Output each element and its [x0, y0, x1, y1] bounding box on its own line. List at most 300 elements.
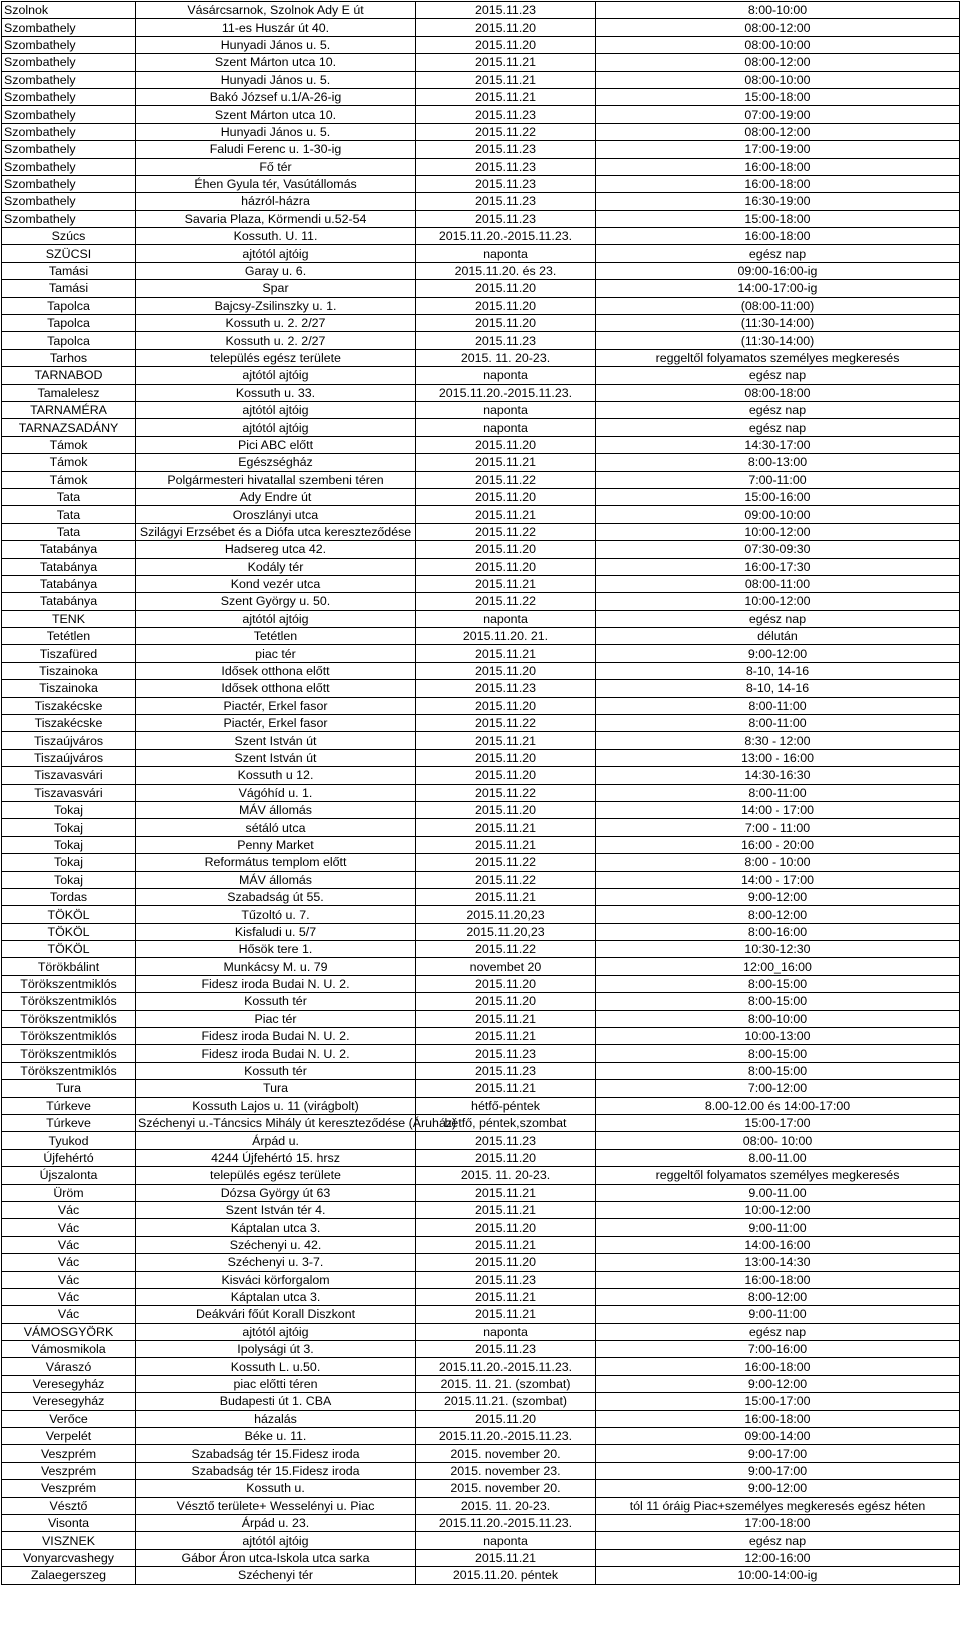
date-cell: 2015.11.21: [416, 1288, 596, 1305]
time-cell: 8:00-15:00: [596, 1045, 960, 1062]
time-cell: egész nap: [596, 245, 960, 262]
time-cell: 09:00-16:00-ig: [596, 262, 960, 279]
time-cell: 10:00-14:00-ig: [596, 1567, 960, 1584]
city-cell: Túrkeve: [2, 1097, 136, 1114]
table-row: [2, 1532, 960, 1549]
time-cell: (11:30-14:00): [596, 332, 960, 349]
time-cell: 09:00-10:00: [596, 506, 960, 523]
city-cell: Tarhos: [2, 349, 136, 366]
city-cell: Támok: [2, 436, 136, 453]
location-cell: Béke u. 11.: [136, 1428, 416, 1445]
city-cell: Vác: [2, 1219, 136, 1236]
city-cell: Tapolca: [2, 315, 136, 332]
table-row: [2, 436, 960, 453]
city-cell: Tata: [2, 488, 136, 505]
date-cell: 2015.11.20: [416, 36, 596, 53]
time-cell: délután: [596, 628, 960, 645]
location-cell: Árpád u. 23.: [136, 1514, 416, 1531]
city-cell: Szombathely: [2, 54, 136, 71]
city-cell: Tapolca: [2, 332, 136, 349]
location-cell: ajtótól ajtóig: [136, 245, 416, 262]
date-cell: 2015.11.21: [416, 836, 596, 853]
location-cell: Kisfaludi u. 5/7: [136, 923, 416, 940]
time-cell: 7:00-11:00: [596, 471, 960, 488]
table-row: [2, 506, 960, 523]
city-cell: Törökszentmiklós: [2, 993, 136, 1010]
city-cell: Túrkeve: [2, 1115, 136, 1132]
city-cell: Szombathely: [2, 19, 136, 36]
city-cell: Szombathely: [2, 106, 136, 123]
table-row: [2, 888, 960, 905]
date-cell: 2015. november 20.: [416, 1480, 596, 1497]
time-cell: 8:00-11:00: [596, 697, 960, 714]
date-cell: 2015.11.23: [416, 106, 596, 123]
date-cell: 2015.11.21: [416, 54, 596, 71]
table-row: [2, 1480, 960, 1497]
location-cell: Szent István út: [136, 749, 416, 766]
city-cell: Szombathely: [2, 175, 136, 192]
date-cell: 2015.11.20: [416, 315, 596, 332]
date-cell: naponta: [416, 419, 596, 436]
table-row: [2, 1132, 960, 1149]
date-cell: 2015.11.20. és 23.: [416, 262, 596, 279]
location-cell: Ipolysági út 3.: [136, 1341, 416, 1358]
city-cell: Törökszentmiklós: [2, 975, 136, 992]
city-cell: Törökszentmiklós: [2, 1028, 136, 1045]
time-cell: 13:00-14:30: [596, 1254, 960, 1271]
time-cell: 8:30 - 12:00: [596, 732, 960, 749]
location-cell: Hadsereg utca 42.: [136, 541, 416, 558]
city-cell: Szombathely: [2, 193, 136, 210]
location-cell: Budapesti út 1. CBA: [136, 1393, 416, 1410]
time-cell: 7:00-16:00: [596, 1341, 960, 1358]
location-cell: Piac tér: [136, 1010, 416, 1027]
table-row: [2, 1115, 960, 1132]
table-row: [2, 367, 960, 384]
date-cell: 2015. 11. 21. (szombat): [416, 1375, 596, 1392]
table-row: [2, 71, 960, 88]
location-cell: Fő tér: [136, 158, 416, 175]
time-cell: 13:00 - 16:00: [596, 749, 960, 766]
location-cell: Káptalan utca 3.: [136, 1288, 416, 1305]
location-cell: Szilágyi Erzsébet és a Diófa utca kereszteződése: [136, 523, 416, 540]
city-cell: Szombathely: [2, 88, 136, 105]
table-row: [2, 749, 960, 766]
table-row: [2, 158, 960, 175]
city-cell: Tatabánya: [2, 593, 136, 610]
time-cell: 9.00-11.00: [596, 1184, 960, 1201]
time-cell: 9:00-12:00: [596, 888, 960, 905]
table-row: [2, 1184, 960, 1201]
time-cell: 10:00-12:00: [596, 1201, 960, 1218]
city-cell: Tapolca: [2, 297, 136, 314]
time-cell: 8:00-12:00: [596, 906, 960, 923]
city-cell: TENK: [2, 610, 136, 627]
time-cell: 14:30-17:00: [596, 436, 960, 453]
table-row: [2, 697, 960, 714]
location-cell: sétáló utca: [136, 819, 416, 836]
location-cell: Munkácsy M. u. 79: [136, 958, 416, 975]
time-cell: 8.00-11.00: [596, 1149, 960, 1166]
location-cell: ajtótól ajtóig: [136, 610, 416, 627]
location-cell: Bajcsy-Zsilinszky u. 1.: [136, 297, 416, 314]
table-row: [2, 801, 960, 818]
table-row: [2, 1010, 960, 1027]
date-cell: 2015.11.20: [416, 1410, 596, 1427]
city-cell: Tiszainoka: [2, 662, 136, 679]
time-cell: 15:00-18:00: [596, 88, 960, 105]
city-cell: Veresegyház: [2, 1393, 136, 1410]
city-cell: Tatabánya: [2, 575, 136, 592]
city-cell: Tata: [2, 506, 136, 523]
date-cell: 2015.11.23: [416, 332, 596, 349]
date-cell: 2015.11.20.-2015.11.23.: [416, 1428, 596, 1445]
time-cell: egész nap: [596, 610, 960, 627]
location-cell: ajtótól ajtóig: [136, 1323, 416, 1340]
table-row: [2, 1567, 960, 1584]
location-cell: ajtótól ajtóig: [136, 367, 416, 384]
date-cell: 2015.11.20: [416, 662, 596, 679]
location-cell: Kossuth u. 2. 2/27: [136, 332, 416, 349]
time-cell: egész nap: [596, 401, 960, 418]
date-cell: 2015.11.20: [416, 1149, 596, 1166]
city-cell: Támok: [2, 454, 136, 471]
location-cell: Szent Márton utca 10.: [136, 54, 416, 71]
table-row: [2, 558, 960, 575]
location-cell: Kodály tér: [136, 558, 416, 575]
table-row: [2, 1167, 960, 1184]
location-cell: Piactér, Erkel fasor: [136, 715, 416, 732]
location-cell: Kossuth tér: [136, 1062, 416, 1079]
location-cell: Kond vezér utca: [136, 575, 416, 592]
date-cell: 2015.11.22: [416, 715, 596, 732]
date-cell: 2015.11.20: [416, 558, 596, 575]
table-row: [2, 54, 960, 71]
date-cell: 2015.11.22: [416, 523, 596, 540]
city-cell: Vác: [2, 1254, 136, 1271]
date-cell: 2015. november 23.: [416, 1462, 596, 1479]
city-cell: TARNAMÉRA: [2, 401, 136, 418]
table-row: [2, 784, 960, 801]
date-cell: 2015.11.21: [416, 1184, 596, 1201]
table-row: [2, 541, 960, 558]
table-row: [2, 1549, 960, 1566]
location-cell: Spar: [136, 280, 416, 297]
date-cell: 2015.11.20. 21.: [416, 628, 596, 645]
date-cell: 2015.11.23: [416, 141, 596, 158]
city-cell: Tokaj: [2, 819, 136, 836]
location-cell: Szabadság tér 15.Fidesz iroda: [136, 1445, 416, 1462]
table-row: [2, 2, 960, 19]
location-cell: Szent György u. 50.: [136, 593, 416, 610]
city-cell: Tamási: [2, 262, 136, 279]
location-cell: Széchenyi u. 42.: [136, 1236, 416, 1253]
table-row: [2, 1445, 960, 1462]
location-cell: Garay u. 6.: [136, 262, 416, 279]
time-cell: 9:00-12:00: [596, 1375, 960, 1392]
city-cell: Vác: [2, 1271, 136, 1288]
date-cell: 2015.11.20: [416, 767, 596, 784]
location-cell: Faludi Ferenc u. 1-30-ig: [136, 141, 416, 158]
date-cell: 2015.11.23: [416, 1271, 596, 1288]
table-row: [2, 419, 960, 436]
location-cell: Bakó József u.1/A-26-ig: [136, 88, 416, 105]
location-cell: MÁV állomás: [136, 801, 416, 818]
location-cell: Kossuth tér: [136, 993, 416, 1010]
location-cell: Savaria Plaza, Körmendi u.52-54: [136, 210, 416, 227]
table-row: [2, 680, 960, 697]
table-row: [2, 715, 960, 732]
city-cell: Tetétlen: [2, 628, 136, 645]
table-row: [2, 993, 960, 1010]
location-cell: Egészségház: [136, 454, 416, 471]
table-row: [2, 1375, 960, 1392]
table-row: [2, 1045, 960, 1062]
location-cell: Piactér, Erkel fasor: [136, 697, 416, 714]
city-cell: Veszprém: [2, 1462, 136, 1479]
location-cell: Kossuth L. u.50.: [136, 1358, 416, 1375]
time-cell: 9:00-17:00: [596, 1445, 960, 1462]
location-cell: település egész területe: [136, 1167, 416, 1184]
date-cell: naponta: [416, 610, 596, 627]
location-cell: Fidesz iroda Budai N. U. 2.: [136, 975, 416, 992]
date-cell: 2015.11.20: [416, 488, 596, 505]
table-row: [2, 245, 960, 262]
table-row: [2, 1514, 960, 1531]
time-cell: (08:00-11:00): [596, 297, 960, 314]
date-cell: 2015.11.21: [416, 1010, 596, 1027]
table-row: [2, 280, 960, 297]
time-cell: 9:00-11:00: [596, 1219, 960, 1236]
table-row: [2, 732, 960, 749]
location-cell: ajtótól ajtóig: [136, 419, 416, 436]
table-row: [2, 19, 960, 36]
city-cell: Vámosmikola: [2, 1341, 136, 1358]
city-cell: Tatabánya: [2, 541, 136, 558]
time-cell: 14:00 - 17:00: [596, 801, 960, 818]
location-cell: Oroszlányi utca: [136, 506, 416, 523]
city-cell: Tokaj: [2, 836, 136, 853]
table-row: [2, 1080, 960, 1097]
time-cell: 8:00-10:00: [596, 1010, 960, 1027]
location-cell: Penny Market: [136, 836, 416, 853]
time-cell: 14:30-16:30: [596, 767, 960, 784]
city-cell: Visonta: [2, 1514, 136, 1531]
time-cell: 12:00_16:00: [596, 958, 960, 975]
city-cell: Újfehértó: [2, 1149, 136, 1166]
time-cell: 8:00-12:00: [596, 1288, 960, 1305]
date-cell: 2015. november 20.: [416, 1445, 596, 1462]
date-cell: 2015.11.20: [416, 993, 596, 1010]
table-row: [2, 401, 960, 418]
location-cell: Tűzoltó u. 7.: [136, 906, 416, 923]
city-cell: Szombathely: [2, 71, 136, 88]
date-cell: 2015.11.21: [416, 819, 596, 836]
location-cell: Kossuth u 12.: [136, 767, 416, 784]
table-row: [2, 106, 960, 123]
table-row: [2, 1462, 960, 1479]
date-cell: 2015.11.21: [416, 1080, 596, 1097]
location-cell: Széchenyi u. 3-7.: [136, 1254, 416, 1271]
table-row: [2, 1323, 960, 1340]
city-cell: Szombathely: [2, 36, 136, 53]
location-cell: Káptalan utca 3.: [136, 1219, 416, 1236]
time-cell: 09:00-14:00: [596, 1428, 960, 1445]
location-cell: Vésztő területe+ Wesselényi u. Piac: [136, 1497, 416, 1514]
table-row: [2, 871, 960, 888]
city-cell: Tordas: [2, 888, 136, 905]
time-cell: egész nap: [596, 419, 960, 436]
time-cell: 14:00-17:00-ig: [596, 280, 960, 297]
table-row: [2, 488, 960, 505]
time-cell: 15:00-17:00: [596, 1115, 960, 1132]
location-cell: Vágóhíd u. 1.: [136, 784, 416, 801]
table-row: [2, 210, 960, 227]
city-cell: Zalaegerszeg: [2, 1567, 136, 1584]
city-cell: Tiszakécske: [2, 715, 136, 732]
city-cell: Verőce: [2, 1410, 136, 1427]
date-cell: 2015.11.23: [416, 1062, 596, 1079]
location-cell: Hősök tere 1.: [136, 941, 416, 958]
table-row: [2, 175, 960, 192]
time-cell: 16:00-18:00: [596, 158, 960, 175]
time-cell: 8:00-13:00: [596, 454, 960, 471]
table-row: [2, 88, 960, 105]
time-cell: 8:00-11:00: [596, 784, 960, 801]
table-row: [2, 228, 960, 245]
location-cell: Kossuth u. 33.: [136, 384, 416, 401]
date-cell: 2015.11.21: [416, 645, 596, 662]
table-row: [2, 349, 960, 366]
city-cell: Törökszentmiklós: [2, 1045, 136, 1062]
date-cell: 2015.11.21: [416, 1236, 596, 1253]
schedule-table-body: [2, 2, 960, 1585]
time-cell: 8.00-12.00 és 14:00-17:00: [596, 1097, 960, 1114]
time-cell: 08:00-11:00: [596, 575, 960, 592]
city-cell: Vác: [2, 1236, 136, 1253]
table-row: [2, 767, 960, 784]
table-row: [2, 836, 960, 853]
city-cell: TÖKÖL: [2, 906, 136, 923]
city-cell: Tiszafüred: [2, 645, 136, 662]
location-cell: Református templom előtt: [136, 854, 416, 871]
date-cell: 2015.11.21: [416, 1028, 596, 1045]
city-cell: Veszprém: [2, 1445, 136, 1462]
location-cell: település egész területe: [136, 349, 416, 366]
time-cell: 15:00-18:00: [596, 210, 960, 227]
date-cell: 2015.11.23: [416, 1341, 596, 1358]
location-cell: Polgármesteri hivatallal szembeni téren: [136, 471, 416, 488]
date-cell: 2015.11.20,23: [416, 906, 596, 923]
date-cell: 2015.11.23: [416, 175, 596, 192]
city-cell: SZÜCSI: [2, 245, 136, 262]
table-row: [2, 1201, 960, 1218]
city-cell: Szúcs: [2, 228, 136, 245]
location-cell: Idősek otthona előtt: [136, 662, 416, 679]
city-cell: Üröm: [2, 1184, 136, 1201]
table-row: [2, 1062, 960, 1079]
location-cell: Árpád u.: [136, 1132, 416, 1149]
city-cell: Szombathely: [2, 123, 136, 140]
date-cell: 2015.11.20: [416, 975, 596, 992]
date-cell: 2015.11.21: [416, 575, 596, 592]
location-cell: Kisváci körforgalom: [136, 1271, 416, 1288]
time-cell: tól 11 óráig Piac+személyes megkeresés egész héten: [596, 1497, 960, 1514]
city-cell: Tata: [2, 523, 136, 540]
time-cell: egész nap: [596, 1323, 960, 1340]
city-cell: Tokaj: [2, 854, 136, 871]
table-row: [2, 1254, 960, 1271]
location-cell: Széchenyi u.-Táncsics Mihály út kereszteződése (Áruház): [136, 1115, 416, 1132]
time-cell: 9:00-11:00: [596, 1306, 960, 1323]
location-cell: 11-es Huszár út 40.: [136, 19, 416, 36]
time-cell: 16:30-19:00: [596, 193, 960, 210]
time-cell: 8:00-10:00: [596, 2, 960, 19]
date-cell: 2015.11.23: [416, 210, 596, 227]
date-cell: 2015.11.20: [416, 1254, 596, 1271]
table-row: [2, 645, 960, 662]
table-row: [2, 123, 960, 140]
table-row: [2, 36, 960, 53]
time-cell: 8-10, 14-16: [596, 680, 960, 697]
city-cell: Vonyarcvashegy: [2, 1549, 136, 1566]
city-cell: Törökbálint: [2, 958, 136, 975]
city-cell: Tiszaújváros: [2, 732, 136, 749]
time-cell: 8-10, 14-16: [596, 662, 960, 679]
city-cell: Veszprém: [2, 1480, 136, 1497]
time-cell: 17:00-19:00: [596, 141, 960, 158]
date-cell: 2015.11.20.-2015.11.23.: [416, 228, 596, 245]
table-row: [2, 923, 960, 940]
table-row: [2, 332, 960, 349]
location-cell: Gábor Áron utca-Iskola utca sarka: [136, 1549, 416, 1566]
date-cell: 2015.11.20.-2015.11.23.: [416, 384, 596, 401]
city-cell: Tiszavasvári: [2, 784, 136, 801]
city-cell: Tamalelesz: [2, 384, 136, 401]
time-cell: 14:00-16:00: [596, 1236, 960, 1253]
time-cell: 9:00-12:00: [596, 1480, 960, 1497]
time-cell: 08:00-12:00: [596, 19, 960, 36]
location-cell: 4244 Újfehértó 15. hrsz: [136, 1149, 416, 1166]
date-cell: 2015.11.22: [416, 871, 596, 888]
time-cell: 08:00-18:00: [596, 384, 960, 401]
time-cell: 9:00-12:00: [596, 645, 960, 662]
location-cell: Kossuth u. 2. 2/27: [136, 315, 416, 332]
table-row: [2, 975, 960, 992]
table-row: [2, 1341, 960, 1358]
table-row: [2, 1306, 960, 1323]
location-cell: Széchenyi tér: [136, 1567, 416, 1584]
location-cell: Dózsa György út 63: [136, 1184, 416, 1201]
location-cell: piac előtti téren: [136, 1375, 416, 1392]
location-cell: Szent István tér 4.: [136, 1201, 416, 1218]
table-row: [2, 523, 960, 540]
date-cell: 2015.11.21. (szombat): [416, 1393, 596, 1410]
table-row: [2, 1497, 960, 1514]
time-cell: 10:30-12:30: [596, 941, 960, 958]
date-cell: 2015.11.22: [416, 593, 596, 610]
date-cell: 2015.11.23: [416, 158, 596, 175]
date-cell: 2015.11.21: [416, 732, 596, 749]
date-cell: 2015.11.21: [416, 454, 596, 471]
date-cell: 2015.11.21: [416, 1549, 596, 1566]
city-cell: Tatabánya: [2, 558, 136, 575]
time-cell: 16:00-18:00: [596, 1271, 960, 1288]
city-cell: Szombathely: [2, 141, 136, 158]
date-cell: 2015.11.22: [416, 941, 596, 958]
date-cell: 2015.11.21: [416, 506, 596, 523]
location-cell: Kossuth. U. 11.: [136, 228, 416, 245]
